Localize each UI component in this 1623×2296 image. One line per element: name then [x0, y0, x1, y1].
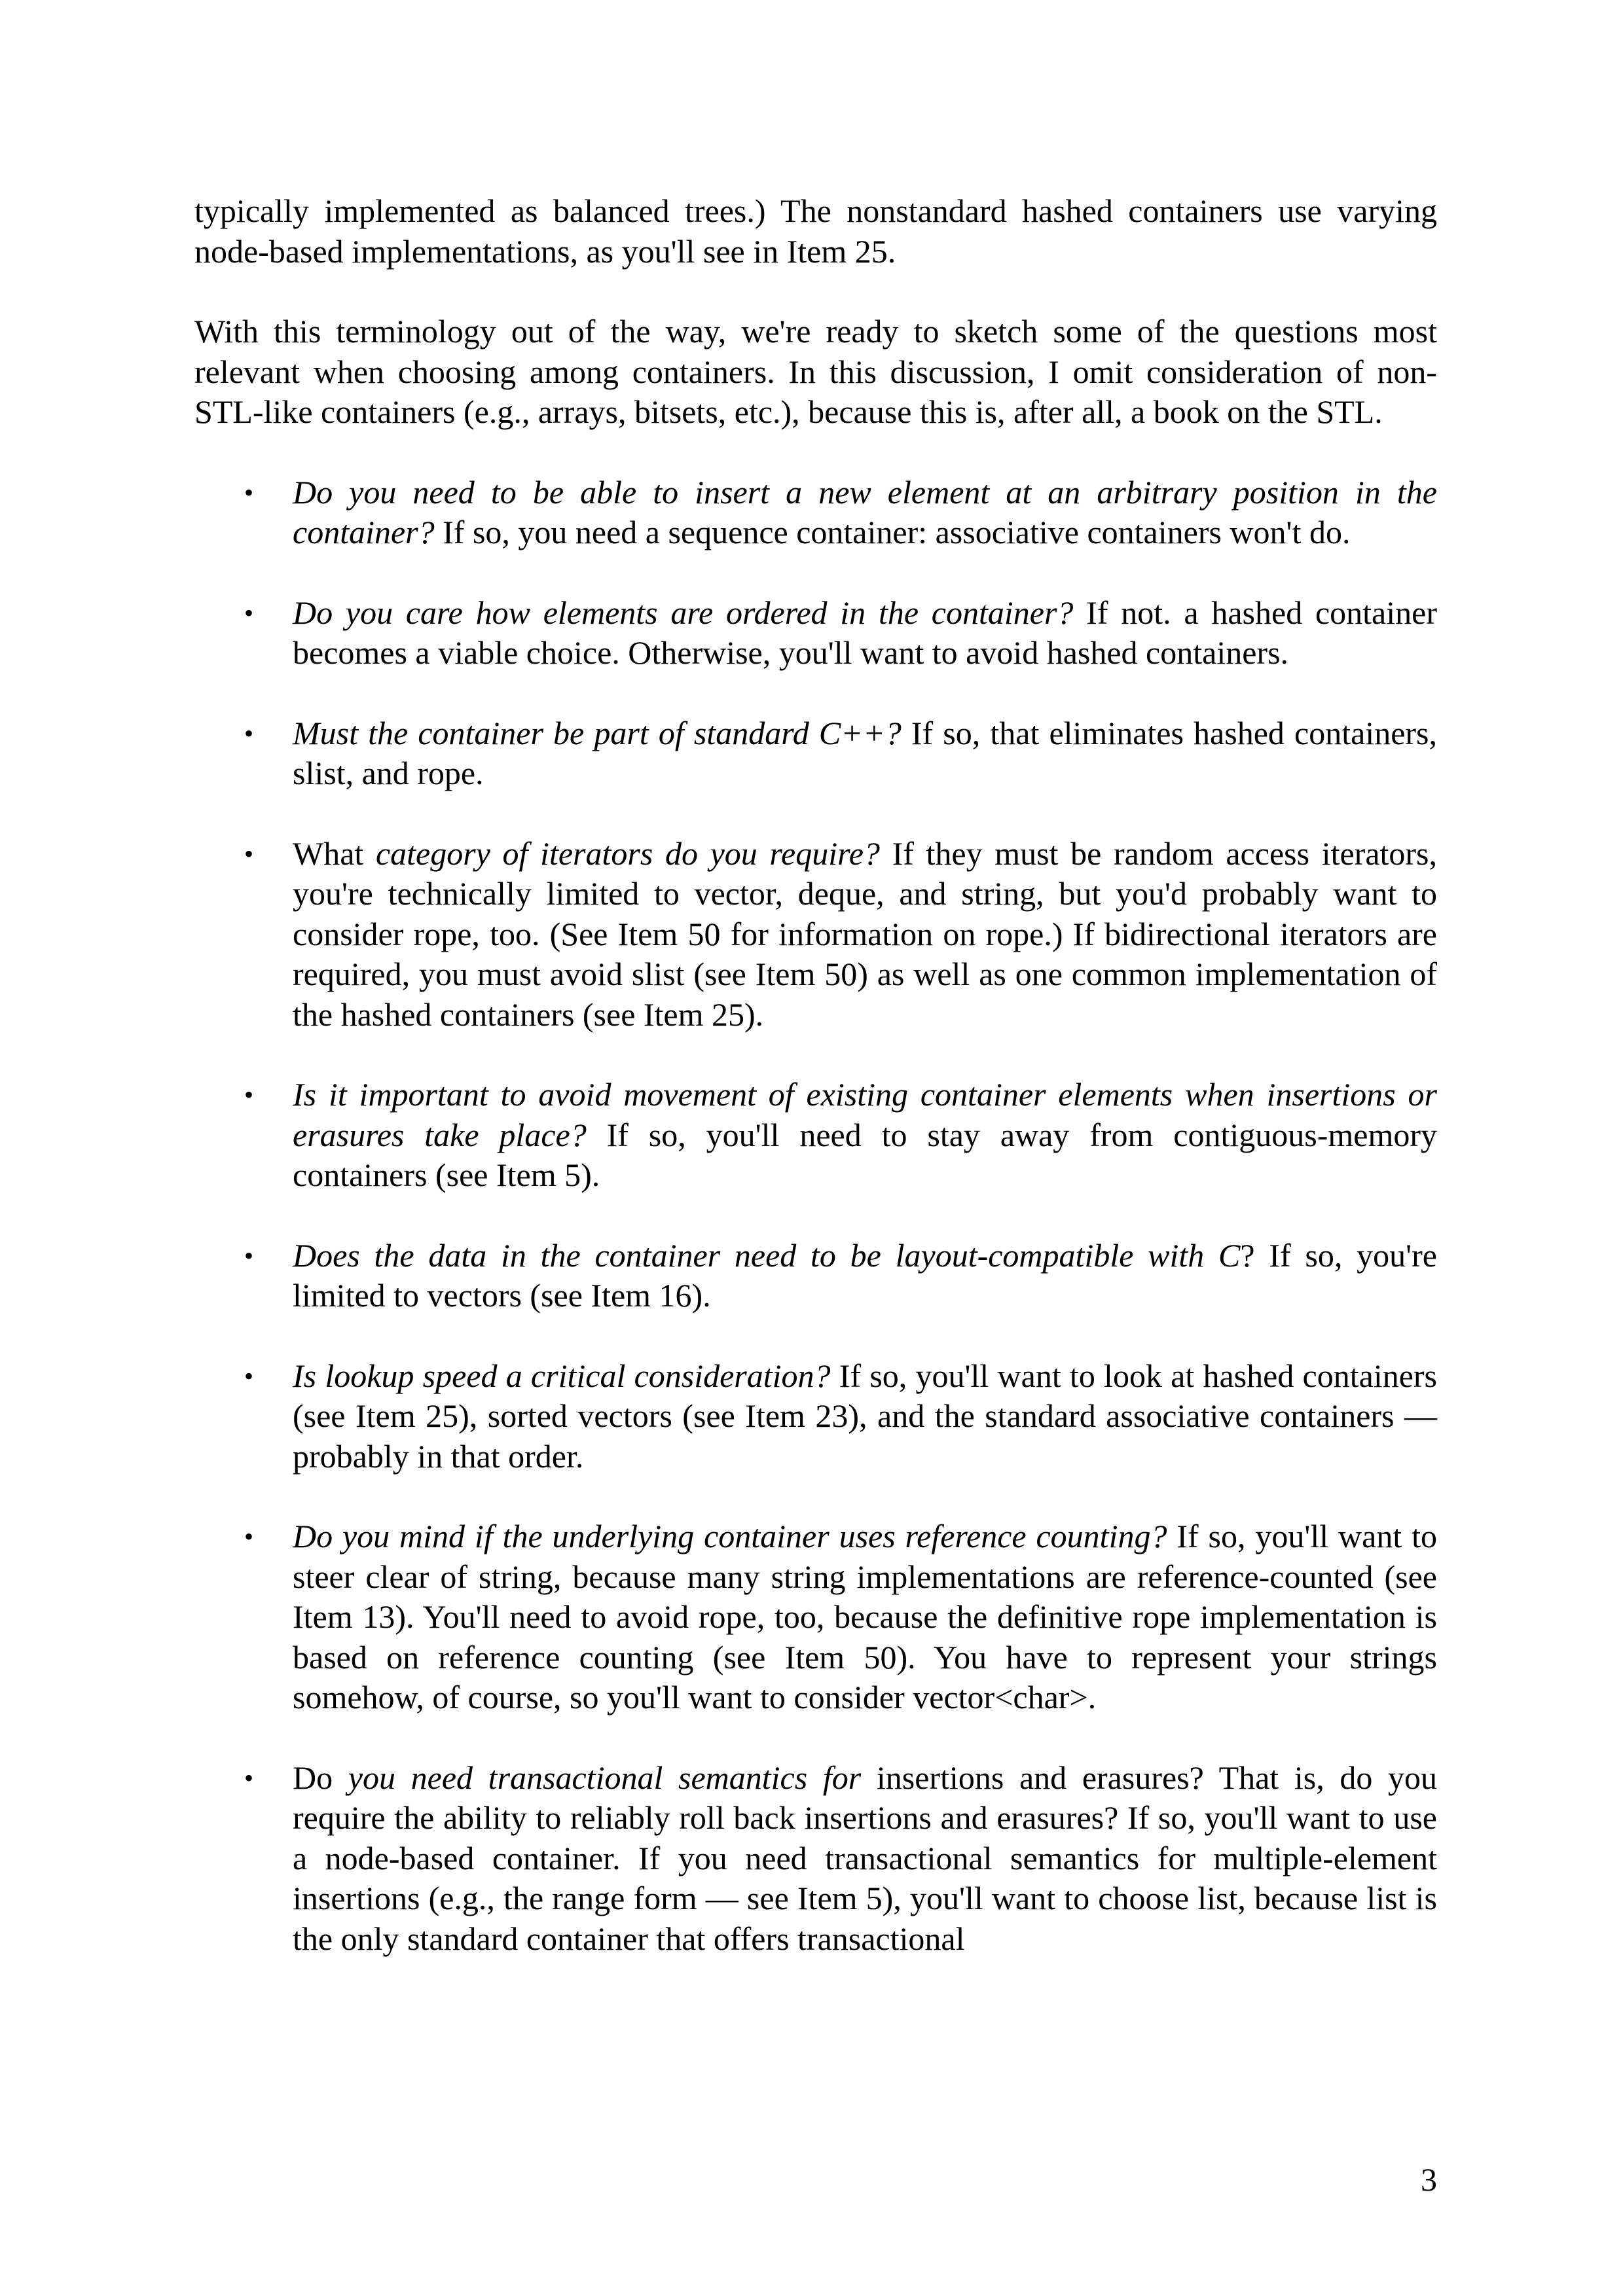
- list-item: [194, 593, 1437, 673]
- bullet-text: ? If so, you're limited to vectors (see Item 16).: [293, 1236, 1437, 1314]
- bullet-icon: •: [244, 1763, 254, 1793]
- bullet-question: Must the container be part of standard C++?: [293, 714, 902, 751]
- list-item: [194, 1516, 1437, 1718]
- list-item: [194, 473, 1437, 553]
- bullet-text: If not. a hashed container becomes a viable choice. Otherwise, you'll want to avoid hashed containers.: [293, 594, 1437, 671]
- list-item: [194, 834, 1437, 1035]
- bullet-question: Is lookup speed a critical consideration?: [293, 1357, 831, 1394]
- bullet-question: you need transactional semantics for: [348, 1759, 862, 1796]
- list-item: [194, 1356, 1437, 1477]
- bullet-question: category of iterators do you require?: [375, 834, 880, 872]
- intro-paragraph-1: typically implemented as balanced trees.) The nonstandard hashed containers use varying node-based implementations, as you'll see in Item 25.: [194, 192, 1437, 270]
- bullet-lead: What: [293, 834, 376, 872]
- bullet-icon: •: [244, 1522, 254, 1551]
- page-number: 3: [1421, 2161, 1437, 2198]
- container-questions-list: [194, 473, 1437, 1960]
- bullet-icon: •: [244, 1080, 254, 1109]
- list-item: [194, 1075, 1437, 1196]
- list-item: [194, 1758, 1437, 1960]
- bullet-question: Does the data in the container need to be layout-compatible with C: [293, 1236, 1241, 1274]
- list-item: [194, 713, 1437, 794]
- list-item: [194, 1236, 1437, 1316]
- bullet-text: If so, you need a sequence container: associative containers won't do.: [434, 514, 1351, 550]
- bullet-icon: •: [244, 1240, 254, 1270]
- intro-paragraph-2: With this terminology out of the way, we're ready to sketch some of the questions most relevant when choosing among containers. In this discussion, I omit consideration of non-STL-like containers (e.g., arrays, bitsets, etc.), because this is, after all, a book on the STL.: [194, 313, 1437, 430]
- bullet-icon: •: [244, 1361, 254, 1391]
- bullet-text: If they must be random access iterators, you're technically limited to vector, deque, and string, but you'd probably want to consider rope, too. (See Item 50 for information on rope.) If bidirectional iterators are required, you must avoid slist (see Item 50) as well as one common implementation of the hashed containers (see Item 25).: [293, 834, 1438, 1033]
- bullet-text: If so, you'll want to look at hashed containers (see Item 25), sorted vectors (see Item 23), and the standard associative containers — probably in that order.: [293, 1357, 1438, 1475]
- bullet-question: Do you care how elements are ordered in the container?: [293, 594, 1074, 631]
- page-body: [194, 191, 1437, 1999]
- bullet-lead: Do: [293, 1759, 348, 1796]
- bullet-text: If so, that eliminates hashed containers, slist, and rope.: [293, 714, 1437, 791]
- bullet-icon: •: [244, 477, 254, 507]
- bullet-text: insertions and erasures? That is, do you require the ability to reliably roll back insertions and erasures? If so, you'll want to use a node-based container. If you need transactional semantics for multiple-element insertions (e.g., the range form — see Item 5), you'll want to choose list, because list is the only standard container that offers transactional: [293, 1759, 1438, 1957]
- bullet-text: If so, you'll want to steer clear of string, because many string implementations are reference-counted (see Item 13). You'll need to avoid rope, too, because the definitive rope implementation is based on reference counting (see Item 50). You have to represent your strings somehow, of course, so you'll want to consider vector<char>.: [293, 1518, 1437, 1715]
- bullet-question: Is it important to avoid movement of existing container elements when insertions or erasures take place?: [293, 1076, 1437, 1153]
- bullet-question: Do you need to be able to insert a new element at an arbitrary position in the container?: [293, 473, 1437, 550]
- bullet-icon: •: [244, 598, 254, 628]
- bullet-icon: •: [244, 838, 254, 869]
- bullet-text: If so, you'll need to stay away from contiguous-memory containers (see Item 5).: [293, 1116, 1437, 1193]
- bullet-icon: •: [244, 718, 254, 748]
- bullet-question: Do you mind if the underlying container uses reference counting?: [293, 1518, 1167, 1554]
